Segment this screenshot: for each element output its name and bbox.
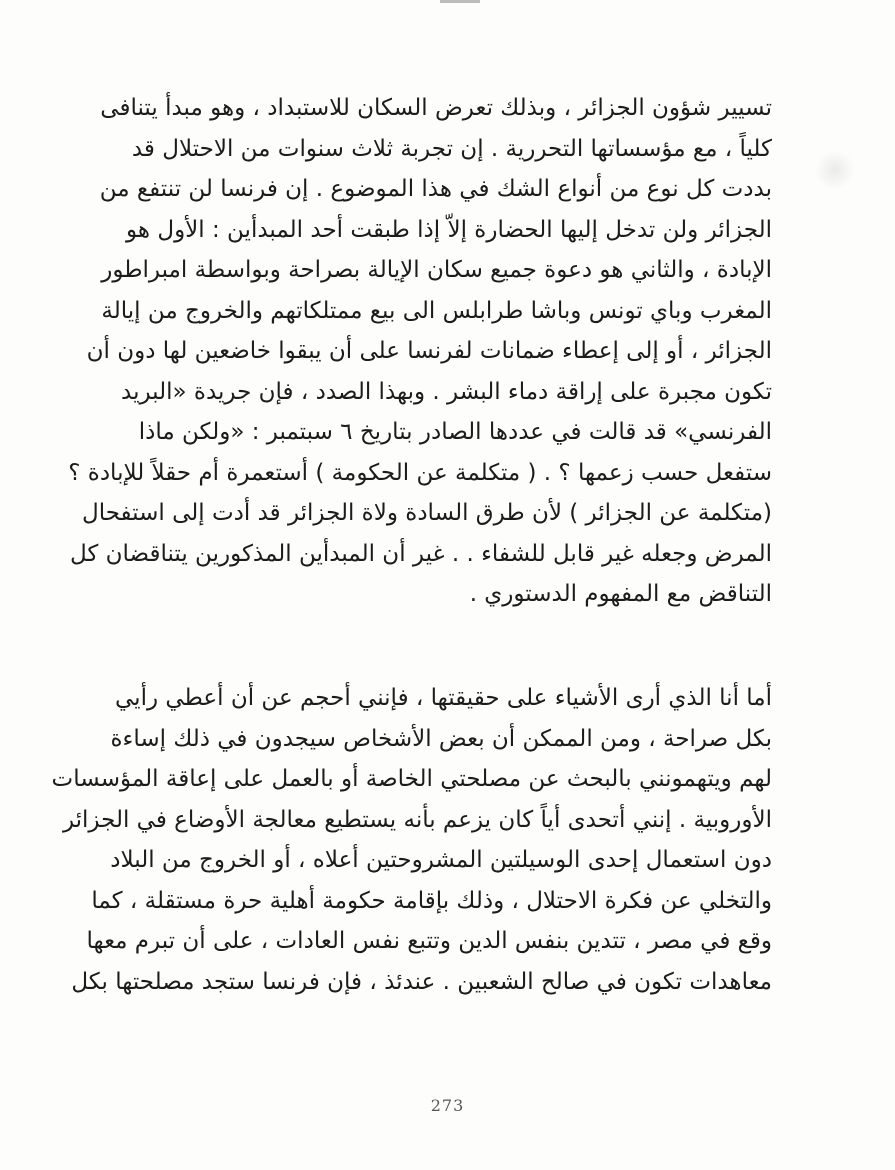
text-line: معاهدات تكون في صالح الشعبين . عندئذ ، فإن فرنسا ستجد مصلحتها بكل xyxy=(71,968,772,995)
text-line: وقع في مصر ، تتدين بنفس الدين وتتبع نفس العادات ، على أن تبرم معها xyxy=(86,928,772,954)
text-line: الفرنسي» قد قالت في عددها الصادر بتاريخ ٦ سبتمبر : «ولكن ماذا xyxy=(138,419,772,445)
text-line: أما أنا الذي أرى الأشياء على حقيقتها ، فإنني أحجم عن أن أعطي رأيي xyxy=(115,685,772,711)
text-line: الجزائر ، أو إلى إعطاء ضمانات لفرنسا على أن يبقوا خاضعين لها دون أن xyxy=(86,338,772,364)
text-line: المغرب وباي تونس وباشا طرابلس الى بيع ممتلكاتهم والخروج من إيالة xyxy=(101,297,772,324)
text-line: تكون مجبرة على إراقة دماء البشر . وبهذا الصدد ، فإن جريدة «البريد xyxy=(121,378,772,405)
paragraph-1 xyxy=(68,88,772,615)
text-line: تسيير شؤون الجزائر ، وبذلك تعرض السكان للاستبداد ، وهو مبدأ يتنافى xyxy=(100,95,772,121)
text-line: لهم ويتهمونني بالبحث عن مصلحتي الخاصة أو بالعمل على إعاقة المؤسسات xyxy=(51,766,772,792)
text-line: كلياً ، مع مؤسساتها التحررية . إن تجربة ثلاث سنوات من الاحتلال قد xyxy=(131,135,772,162)
text-line: الجزائر ولن تدخل إليها الحضارة إلاّ إذا طبقت أحد المبدأين : الأول هو xyxy=(126,216,772,243)
text-line: الإبادة ، والثاني هو دعوة جميع سكان الإيالة بصراحة وبواسطة امبراطور xyxy=(101,257,772,283)
text-line: دون استعمال إحدى الوسيلتين المشروحتين أعلاه ، أو الخروج من البلاد xyxy=(110,847,772,873)
scan-edge-mark xyxy=(440,0,480,3)
text-line: (متكلمة عن الجزائر ) لأن طرق السادة ولاة الجزائر قد أدت إلى استفحال xyxy=(81,500,772,526)
scan-smudge xyxy=(815,150,855,190)
page-number: 273 xyxy=(430,1096,465,1115)
text-line: التناقض مع المفهوم الدستوري . xyxy=(469,581,772,607)
text-line: الأوروبية . إنني أتحدى أياً كان يزعم بأنه يستطيع معالجة الأوضاع في الجزائر xyxy=(62,806,772,833)
paragraph-2 xyxy=(51,678,772,1002)
text-line: بكل صراحة ، ومن الممكن أن بعض الأشخاص سيجدون في ذلك إساءة xyxy=(110,725,772,752)
text-line: بددت كل نوع من أنواع الشك في هذا الموضوع . إن فرنسا لن تنتفع من xyxy=(99,176,772,202)
text-line: ستفعل حسب زعمها ؟ . ( متكلمة عن الحكومة ) أستعمرة أم حقلاً للإبادة ؟ xyxy=(68,459,772,486)
text-line: والتخلي عن فكرة الاحتلال ، وذلك بإقامة حكومة أهلية حرة مستقلة ، كما xyxy=(91,887,772,914)
text-line: المرض وجعله غير قابل للشفاء . . غير أن المبدأين المذكورين يتناقضان كل xyxy=(69,540,772,567)
